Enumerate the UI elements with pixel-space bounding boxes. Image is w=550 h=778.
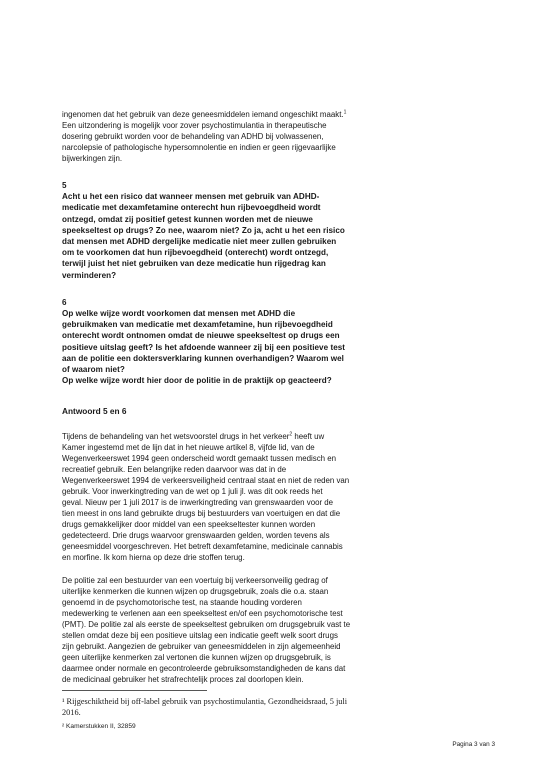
question-line: om te voorkomen dat hun rijbevoegdheid (onterecht) wordt ontzegd, [62,248,329,258]
question-number: 6 [62,297,67,307]
footnote-1-line: ¹ Rijgeschiktheid bij off-label gebruik van psychostimulantia, Gezondheidsraad, 5 juli [62,697,348,706]
question-6 [62,297,482,387]
question-line: verminderen? [62,270,117,280]
answer-line: genoemd in de psychomotorische test, na staande houding vorderen [62,598,302,608]
answer-line: uiterlijke kenmerken die kunnen wijzen op drugsgebruik, zoals die o.a. staan [62,587,329,597]
question-line: terwijl juist het niet gebruiken van deze medicatie hun rijgedrag kan [62,259,326,269]
question-line: aan de politie een doktersverklaring kunnen overhandigen? Waarom wel [62,353,344,363]
question-5 [62,180,482,281]
answer-line: drugs gemakkelijker door middel van een speekseltester kunnen worden [62,520,316,530]
footnote-ref[interactable]: 2 [289,431,293,438]
footnote-1 [62,696,347,718]
question-line: ontzegd, omdat zij positief getest kunnen worden met de nieuwe [62,214,313,224]
answer-line: Kamer ingestemd met de lijn dat in het nieuwe artikel 8, vijfde lid, van de [62,443,315,453]
page-number: Pagina 3 van 3 [452,741,495,748]
question-line: onterecht wordt ontnomen omdat de nieuwe speekseltest op drugs een [62,331,340,341]
question-line: dat mensen met ADHD dergelijke medicatie niet meer zullen gebruiken [62,237,337,247]
question-line: medicatie met dexamfetamine onterecht hun rijbevoegdheid wordt [62,203,321,213]
answer-line: recreatief gebruik. Een belangrijke reden daarvoor was dat in de [62,465,287,475]
answer-line [62,431,482,442]
page-content [62,109,482,685]
footnote-2: ² Kamerstukken II, 32859 [62,723,136,730]
intro-line: dosering gebruikt worden voor de behandeling van ADHD bij volwassenen, [62,132,324,141]
answer-line-text: heeft uw [292,432,325,442]
footnote-ref[interactable]: 1 [343,109,347,116]
answer-line: en morfine. Ik kom hierna op deze drie stoffen terug. [62,553,245,563]
intro-line: Een uitzondering is mogelijk voor zover psychostimulantia in therapeutische [62,121,327,130]
answer-heading: Antwoord 5 en 6 [62,406,127,417]
answer-line: geen uiterlijke kenmerken zal vertonen die kunnen wijzen op drugsgebruik, is [62,653,331,663]
answer-line: gedetecteerd. Drie drugs waarvoor grenswaarden gelden, worden tevens als [62,531,330,541]
question-line: positieve uitslag geeft? Is het afdoende wanneer zij bij een positieve test [62,342,346,352]
question-line: gebruikmaken van medicatie met dexamfetamine, hun rijbevoegdheid [62,320,333,330]
answer-line: stellen omdat deze bij een positieve uitslag een indicatie geeft welk soort drugs [62,631,338,641]
answer-line-text: Tijdens de behandeling van het wetsvoorstel drugs in het verkeer [62,432,290,442]
question-number: 5 [62,181,67,190]
intro-paragraph [62,109,482,164]
intro-line: narcolepsie of pathologische hypersomnolentie en indien er geen rijgevaarlijke [62,143,336,152]
answer-line: gebruik. Voor inwerkingtreding van de wet op 1 juli jl. was dit ook reeds het [62,487,323,497]
answer-line: de medicinaal gebruiker het strafrechtelijk proces zal doorlopen klein. [62,675,304,685]
footnote-divider [62,690,207,691]
answer-line: (PMT). De politie zal als eerste de speekseltest gebruiken om drugsgebruik vast te [62,620,351,630]
answer-line: Wegenverkeerswet 1994 geen onderscheid wordt gemaakt tussen medisch en [62,454,336,464]
answer-line: Wegenverkeerswet 1994 de verkeersveiligheid centraal staat en niet de reden van [62,476,350,486]
intro-line: bijwerkingen zijn. [62,154,123,163]
intro-line-text: ingenomen dat het gebruik van deze geneesmiddelen iemand ongeschikt maakt. [62,110,344,119]
answer-line: tien meest in ons land gebruikte drugs bij bestuurders van voertuigen en dat die [62,509,341,519]
answer-line: daarmee onder normale en gecontroleerde gebruiksomstandigheden de kans dat [62,664,346,674]
question-line: Op welke wijze wordt voorkomen dat mensen met ADHD die [62,309,296,319]
answer-line: geneesmiddel voorgeschreven. Het betreft dexamfetamine, medicinale cannabis [62,542,343,552]
footnote-1-line: 2016. [62,708,81,717]
answer-line: zijn gebruikt. Aangezien de gebruiker van geneesmiddelen in zijn algemeenheid [62,642,341,652]
answer-line: De politie zal een bestuurder van een voertuig bij verkeersonveilig gedrag of [62,576,328,586]
answer-paragraph-1 [62,431,482,563]
question-line: Op welke wijze wordt hier door de politie in de praktijk op geacteerd? [62,376,332,386]
intro-line [62,109,482,120]
question-line: Acht u het een risico dat wanneer mensen met gebruik van ADHD- [62,192,320,202]
answer-line: medewerking te verlenen aan een speekseltest en/of een psychomotorische test [62,609,343,619]
question-line: speekseltest op drugs? Zo nee, waarom niet? Zo ja, acht u het een risico [62,225,345,235]
question-line: of waarom niet? [62,365,125,375]
answer-line: geval. Nieuw per 1 juli 2017 is de inwerkingtreding van grenswaarden voor de [62,498,334,508]
answer-paragraph-2 [62,575,482,685]
